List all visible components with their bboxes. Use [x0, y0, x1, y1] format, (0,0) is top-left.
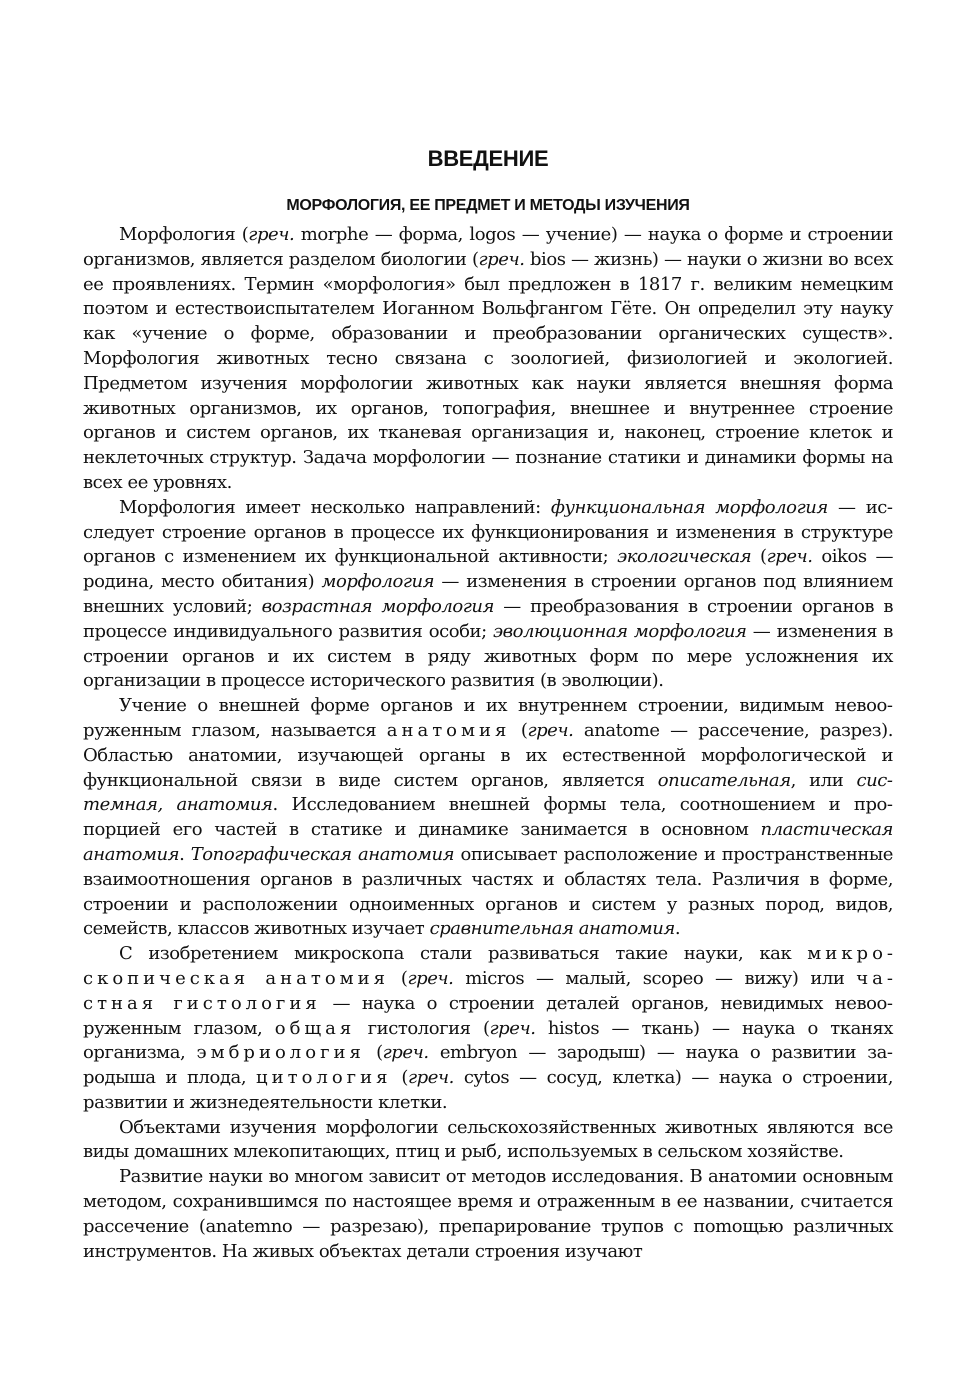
- spaced-term: анатомия: [386, 719, 511, 741]
- text-run: — преобразования в строении органов в процессе индивидуального развития особи;: [83, 595, 894, 642]
- text-run: histos — ткань) — наука о тканях организма,: [83, 1017, 894, 1064]
- text-run: Развитие науки во многом зависит от методов исследования. В анатомии основным методом, сохранившимся по настоящее время и отраженным в ее названии, считается рассечение (anatemno — разрезаю), препарирование трупов с поmощью различных инструментов. На живых объектах детали строения изучают: [83, 1166, 893, 1262]
- italic-term: сравнительная анатомия: [429, 918, 675, 940]
- text-run: anatome — рассечение, разрез). Областью анатомии, изучающей органы в их естественной морфологической и функциональной связи в виде систем органов, является: [83, 719, 893, 791]
- italic-term: греч.: [407, 967, 454, 989]
- text-run: гистология (: [355, 1017, 490, 1039]
- italic-term: греч.: [248, 224, 295, 245]
- text-run: С изобретением микроскопа стали развиваться такие науки, как: [119, 943, 808, 965]
- text-run: morphe — форма, logos — учение) — наука о форме и строении организмов, является разделом биологии (: [83, 224, 893, 270]
- text-run: описывает расположение и пространственные взаимоотношения органов в различных частях и областях тела. Различия в форме, строении и расположении одноименных органов и систем у разных пород, видов, семейств, классов животных изучает: [83, 843, 893, 940]
- italic-term: греч.: [527, 719, 574, 741]
- text-run: — изменения в строении органов и их систем в ряду животных форм по мере усложнения их организации в процессе исторического развития (в эволюции).: [83, 620, 893, 692]
- italic-term: экологическая: [617, 546, 752, 568]
- section-title: МОРФОЛОГИЯ, ЕЕ ПРЕДМЕТ И МЕТОДЫ ИЗУЧЕНИЯ: [286, 197, 690, 214]
- text-run: Объектами изучения морфологии сельскохозяйственных животных являются все виды домашних млекопитающих, птиц и рыб, используемых в сельском хозяйстве.: [83, 1116, 893, 1163]
- text-run: .: [674, 918, 681, 940]
- italic-term: описательная: [657, 769, 791, 791]
- text-run: Учение о внешней форме органов и их внутреннем строении, видимым невооруженным глазом, называется: [83, 695, 893, 741]
- text-run: (: [510, 719, 528, 741]
- italic-term: пластическая анатомия: [83, 819, 893, 865]
- spaced-term: эмбриология: [196, 1042, 365, 1064]
- text-run: (: [391, 1067, 408, 1089]
- spaced-term: микроскопическая анатомия: [83, 943, 893, 989]
- chapter-title: ВВЕДЕНИЕ: [427, 146, 549, 171]
- italic-term: греч.: [382, 1042, 429, 1064]
- italic-term: Топографическая анатомия: [190, 843, 455, 865]
- italic-term: возрастная морфология: [261, 595, 495, 617]
- spaced-term: общая: [274, 1017, 356, 1039]
- italic-term: греч.: [489, 1017, 536, 1039]
- paragraph: [83, 1116, 893, 1166]
- text-run: — наука о строении деталей органов, невидимых невооруженным глазом,: [83, 992, 893, 1039]
- text-run: embryon — зародыш) — наука о развитии зародыша и плода,: [83, 1042, 893, 1089]
- text-run: — исследует строение органов в процессе их функционирования и изменения в структуре органов с изменением их функциональной активности;: [83, 496, 893, 568]
- italic-term: греч.: [408, 1067, 454, 1089]
- text-run: , или: [790, 769, 857, 791]
- text-run: oikos — родина, место обитания): [83, 546, 893, 593]
- paragraph: [83, 942, 893, 1116]
- text-run: (: [389, 967, 408, 989]
- text-run: cytos — сосуд, клетка) — наука о строении, развитии и жизнедеятельности клетки.: [83, 1067, 893, 1113]
- text-run: (: [364, 1042, 383, 1064]
- text-run: — изменения в строении органов под влиянием внешних условий;: [83, 571, 893, 617]
- text-run: micros — малый, scopeo — вижу) или: [453, 967, 857, 989]
- text-run: bios — жизнь) — науки о жизни во всех ее проявлениях. Термин «морфология» был предложен в 1817 г. великим немецким поэтом и естествоиспытателем Иоганном Вольфгангом Гёте. Он определил эту науку как «учение о форме, образовании и преобразовании органических существ». Морфология животных тесно связана с зоологией, физиологией и экологией. Предметом изучения морфологии животных как науки является внешняя форма животных организмов, их органов, топография, внешнее и внутреннее строение органов и систем органов, их тканевая организация и, наконец, строение клеток и неклеточных структур. Задача морфологии — познание статики и динамики формы на всех ее уровнях.: [83, 248, 894, 493]
- italic-term: системная, анатомия: [83, 769, 893, 816]
- text-run: (: [751, 546, 767, 568]
- italic-term: греч.: [478, 248, 525, 270]
- italic-term: морфология: [321, 571, 435, 593]
- spaced-term: частная гистология: [83, 967, 893, 1014]
- body-text: [83, 223, 893, 1264]
- paragraph: [83, 223, 893, 496]
- spaced-term: цитология: [256, 1067, 392, 1089]
- document-page: [83, 140, 893, 1264]
- text-run: . Исследованием внешней формы тела, соотношением и пропорцией его частей в статике и динамике занимается в основном: [83, 794, 893, 841]
- paragraph: [83, 496, 893, 694]
- italic-term: функциональная морфология: [550, 496, 828, 518]
- paragraph: [83, 1165, 893, 1264]
- italic-term: эволюционная морфология: [492, 620, 747, 642]
- text-run: .: [179, 843, 191, 865]
- text-run: Морфология имеет несколько направлений:: [119, 496, 551, 518]
- text-run: Морфология (: [119, 224, 249, 245]
- italic-term: греч.: [766, 546, 813, 568]
- paragraph: [83, 694, 893, 942]
